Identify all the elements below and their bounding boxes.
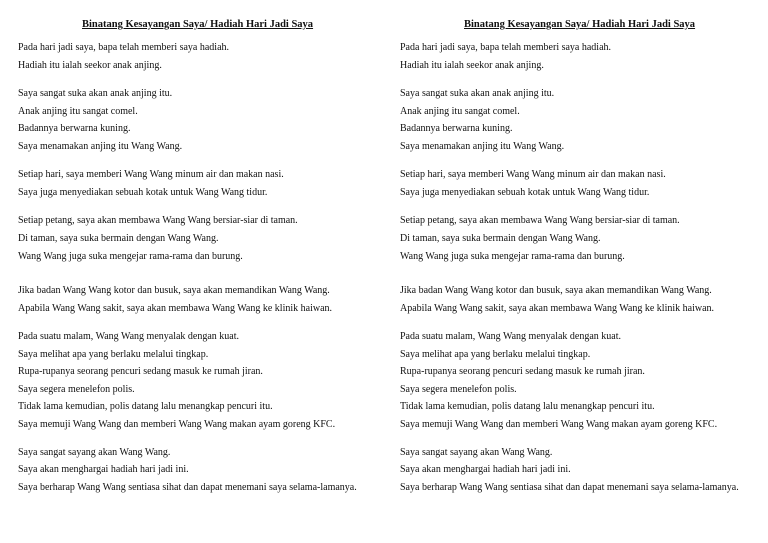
text-line: Hadiah itu ialah seekor anak anjing. bbox=[400, 60, 544, 71]
text-line: Setiap petang, saya akan membawa Wang Wang bersiar-siar di taman. bbox=[18, 215, 298, 226]
text-line: Jika badan Wang Wang kotor dan busuk, saya akan memandikan Wang Wang. bbox=[400, 285, 712, 296]
text-line: Tidak lama kemudian, polis datang lalu menangkap pencuri itu. bbox=[400, 401, 655, 412]
text-line: Saya segera menelefon polis. bbox=[400, 384, 517, 395]
text-line: Saya memuji Wang Wang dan memberi Wang Wang makan ayam goreng KFC. bbox=[18, 419, 336, 430]
text-line: Saya juga menyediakan sebuah kotak untuk Wang Wang tidur. bbox=[400, 187, 650, 198]
text-line: Apabila Wang Wang sakit, saya akan membawa Wang Wang ke klinik haiwan. bbox=[18, 303, 333, 314]
document-title: Binatang Kesayangan Saya/ Hadiah Hari Jadi Saya bbox=[82, 19, 314, 30]
text-line: Badannya berwarna kuning. bbox=[18, 123, 131, 134]
text-line: Pada hari jadi saya, bapa telah memberi saya hadiah. bbox=[18, 42, 230, 53]
text-line: Saya segera menelefon polis. bbox=[18, 384, 135, 395]
text-line: Anak anjing itu sangat comel. bbox=[18, 106, 138, 117]
text-line: Hadiah itu ialah seekor anak anjing. bbox=[18, 60, 162, 71]
text-line: Jika badan Wang Wang kotor dan busuk, saya akan memandikan Wang Wang. bbox=[18, 285, 330, 296]
text-line: Saya sangat suka akan anak anjing itu. bbox=[18, 88, 173, 99]
text-line: Saya akan menghargai hadiah hari jadi ini. bbox=[18, 464, 189, 475]
text-line: Saya menamakan anjing itu Wang Wang. bbox=[400, 141, 565, 152]
text-line: Saya sangat suka akan anak anjing itu. bbox=[400, 88, 555, 99]
document-title: Binatang Kesayangan Saya/ Hadiah Hari Jadi Saya bbox=[464, 19, 696, 30]
text-line: Saya juga menyediakan sebuah kotak untuk Wang Wang tidur. bbox=[18, 187, 268, 198]
text-line: Wang Wang juga suka mengejar rama-rama dan burung. bbox=[18, 251, 243, 262]
text-line: Wang Wang juga suka mengejar rama-rama dan burung. bbox=[400, 251, 625, 262]
text-line: Pada suatu malam, Wang Wang menyalak dengan kuat. bbox=[400, 331, 622, 342]
text-line: Setiap petang, saya akan membawa Wang Wang bersiar-siar di taman. bbox=[400, 215, 680, 226]
text-line: Saya sangat sayang akan Wang Wang. bbox=[18, 447, 171, 458]
text-line: Anak anjing itu sangat comel. bbox=[400, 106, 520, 117]
text-line: Saya melihat apa yang berlaku melalui tingkap. bbox=[400, 349, 591, 360]
text-line: Badannya berwarna kuning. bbox=[400, 123, 513, 134]
text-line: Di taman, saya suka bermain dengan Wang Wang. bbox=[18, 233, 219, 244]
text-line: Saya akan menghargai hadiah hari jadi ini. bbox=[400, 464, 571, 475]
text-line: Saya menamakan anjing itu Wang Wang. bbox=[18, 141, 183, 152]
text-line: Rupa-rupanya seorang pencuri sedang masuk ke rumah jiran. bbox=[400, 366, 645, 377]
text-line: Saya berharap Wang Wang sentiasa sihat dan dapat menemani saya selama-lamanya. bbox=[400, 482, 739, 493]
text-line: Apabila Wang Wang sakit, saya akan membawa Wang Wang ke klinik haiwan. bbox=[400, 303, 715, 314]
text-line: Rupa-rupanya seorang pencuri sedang masuk ke rumah jiran. bbox=[18, 366, 263, 377]
text-line: Saya melihat apa yang berlaku melalui tingkap. bbox=[18, 349, 209, 360]
text-line: Pada hari jadi saya, bapa telah memberi saya hadiah. bbox=[400, 42, 612, 53]
text-line: Setiap hari, saya memberi Wang Wang minum air dan makan nasi. bbox=[400, 169, 666, 180]
text-line: Saya berharap Wang Wang sentiasa sihat dan dapat menemani saya selama-lamanya. bbox=[18, 482, 357, 493]
text-line: Tidak lama kemudian, polis datang lalu menangkap pencuri itu. bbox=[18, 401, 273, 412]
text-line: Saya sangat sayang akan Wang Wang. bbox=[400, 447, 553, 458]
text-line: Di taman, saya suka bermain dengan Wang Wang. bbox=[400, 233, 601, 244]
text-line: Pada suatu malam, Wang Wang menyalak dengan kuat. bbox=[18, 331, 240, 342]
text-line: Saya memuji Wang Wang dan memberi Wang Wang makan ayam goreng KFC. bbox=[400, 419, 718, 430]
text-line: Setiap hari, saya memberi Wang Wang minum air dan makan nasi. bbox=[18, 169, 284, 180]
